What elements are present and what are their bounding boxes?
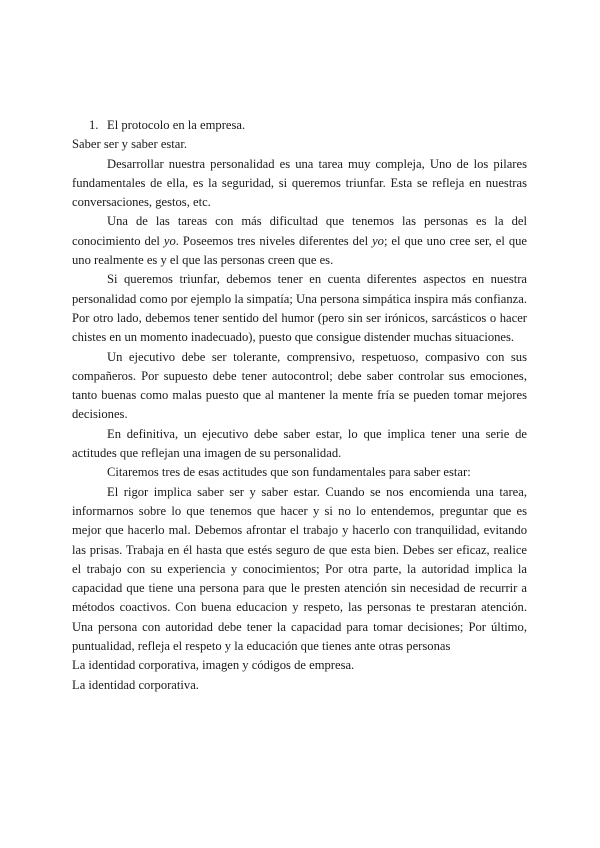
paragraph-self-knowledge xyxy=(72,212,527,270)
section-number: 1. xyxy=(89,118,99,132)
italic-yo-2: yo xyxy=(372,233,384,248)
paragraph-rigor: El rigor implica saber ser y saber estar. Cuando se nos encomienda una tarea, informarnos sobre lo que tenemos que hacer y si no lo entendemos, preguntar que es mejor que hacerlo mal. Debemos afrontar el trabajo y hacerlo con tranquilidad, evitando las prisas. Trabaja en él hasta que estés seguro de que esta bien. Debes ser eficaz, realice el trabajo con su experiencia y conocimientos; Por otra parte, la autoridad implica la capacidad que tiene una persona para que le presten atención sin necesidad de recurrir a métodos coactivos. Con buena educacion y respeto, las personas te prestaran atención. Una persona con autoridad debe tener la capacidad para tomar decisiones; Por último, puntualidad, refleja el respeto y la educación que tienes ante otras personas xyxy=(72,484,527,654)
paragraph-executive: Un ejecutivo debe ser tolerante, comprensivo, respetuoso, compasivo con sus compañeros. Por supuesto debe tener autocontrol; debe saber controlar sus emociones, tanto buenas como malas puesto que al mantener la mente fría se pueden tomar mejores decisiones. xyxy=(72,349,527,422)
subheading: Saber ser y saber estar. xyxy=(72,137,188,152)
paragraph-self-knowledge-part-a: Una de las tareas con más dificultad que tenemos las personas es la del conocimiento del xyxy=(72,214,527,248)
section-heading xyxy=(72,116,527,135)
paragraph-self-knowledge-part-b: . Poseemos tres niveles diferentes del xyxy=(175,233,373,248)
paragraph-sympathy: Si queremos triunfar, debemos tener en cuenta diferentes aspectos en nuestra personalidad como por ejemplo la simpatía; Una persona simpática inspira más confianza. Por otro lado, debemos tener sentido del humor (pero sin ser irónicos, sarcásticos o hacer chistes en un momento inadecuado), puesto que consigue distender muchas situaciones. xyxy=(72,272,527,345)
document-body xyxy=(72,116,527,695)
corporate-identity-heading: La identidad corporativa, imagen y códigos de empresa. xyxy=(72,658,355,673)
corporate-identity-subheading: La identidad corporativa. xyxy=(72,677,199,692)
section-title: El protocolo en la empresa. xyxy=(107,118,246,132)
paragraph-self-knowledge-part-c: ; el que uno cree ser, el que uno realmente es y el que las personas creen que es. xyxy=(72,233,528,268)
paragraph-saber-estar: En definitiva, un ejecutivo debe saber estar, lo que implica tener una serie de actitudes que reflejan una imagen de su personalidad. xyxy=(72,426,527,461)
italic-yo-1: yo xyxy=(163,233,176,248)
paragraph-personality: Desarrollar nuestra personalidad es una tarea muy compleja, Uno de los pilares fundamentales de ella, es la seguridad, si queremos triunfar. Esta se refleja en nuestras conversaciones, gestos, etc. xyxy=(72,156,527,210)
paragraph-attitudes: Citaremos tres de esas actitudes que son fundamentales para saber estar: xyxy=(107,465,471,480)
